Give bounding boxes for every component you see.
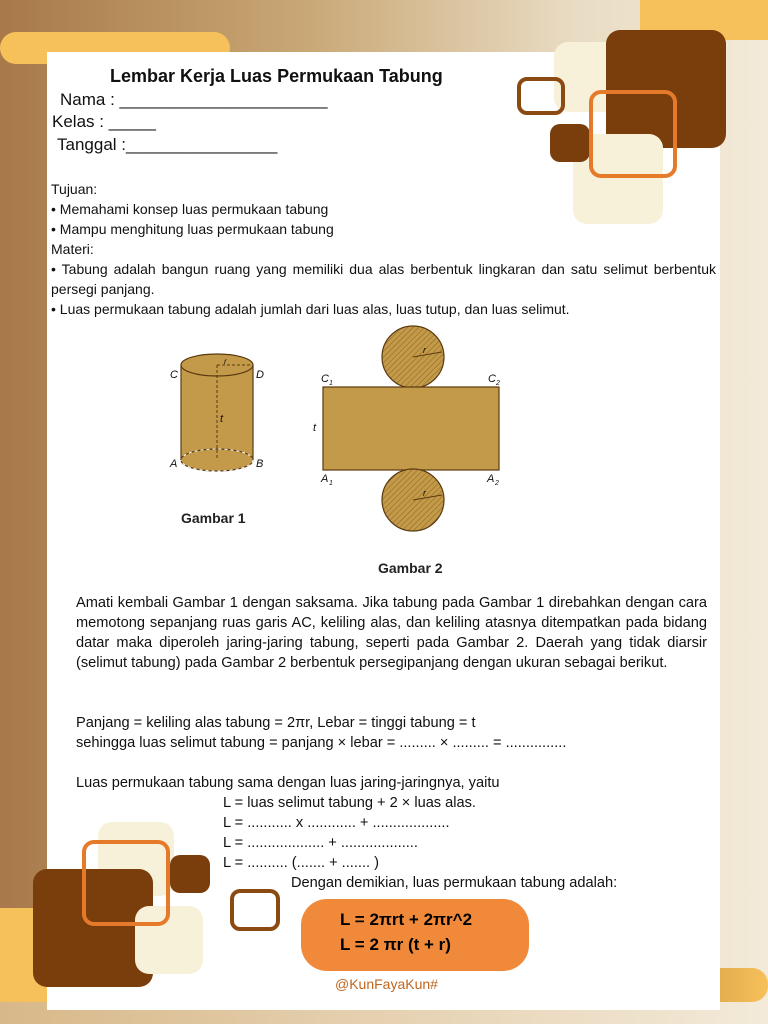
tujuan-item: • Memahami konsep luas permukaan tabung [51,201,329,217]
subscript: 1 [329,380,333,387]
materi-heading: Materi: [51,241,94,257]
formula-step: L = ................... + ................... [223,835,418,851]
tujuan-item: • Mampu menghitung luas permukaan tabung [51,221,334,237]
radius-label: r [423,488,426,498]
decor-square-brown-small [550,124,590,162]
decor-outline-orange-top [589,90,677,178]
materi-item: • Luas permukaan tabung adalah jumlah dari luas alas, luas tutup, dan luas selimut. [51,301,570,317]
formula-line: L = 2 πr (t + r) [340,935,451,954]
height-label: t [220,413,224,425]
figure2-caption: Gambar 2 [378,560,443,576]
explanation-line: sehingga luas selimut tabung = panjang × lebar = ......... × ......... = ............... [76,735,567,751]
subscript: 2 [495,480,499,487]
formula-step: L = ........... x ............ + ................... [223,815,450,831]
decor-square-brown-bottom-small [170,855,210,893]
tujuan-heading: Tujuan: [51,181,98,197]
subscript: 2 [496,380,500,387]
cylinder-figure [160,352,280,482]
radius-label: r [224,357,227,366]
point-label: A [170,458,178,470]
author-handle: @KunFayaKun# [335,976,438,992]
explanation-paragraph: Amati kembali Gambar 1 dengan saksama. Jika tabung pada Gambar 1 direbahkan dengan cara memotong sepanjang ruas garis AC, keliling alas, dan keliling atasnya ditempatkan pada bidang datar maka diperoleh jaring-jaring tabung, seperti pada Gambar 2. Daerah yang tidak diarsir (selimut tabung) pada Gambar 2 berbentuk persegipanjang dengan ukuran sebagai berikut. [76,595,707,671]
explanation-line: Panjang = keliling alas tabung = 2πr, Lebar = tinggi tabung = t [76,715,476,731]
point-label: D [256,369,264,381]
explanation-line: Luas permukaan tabung sama dengan luas jaring-jaringnya, yaitu [76,775,500,791]
subscript: 1 [329,480,333,487]
point-label: C [321,373,329,385]
tanggal-field: Tanggal :________________ [57,135,278,154]
cylinder-net-figure [305,322,515,554]
conclusion-text: Dengan demikian, luas permukaan tabung adalah: [291,875,618,891]
point-label: C [488,373,496,385]
kelas-field: Kelas : _____ [52,112,156,131]
net-rectangle [323,387,499,470]
nama-field: Nama : ______________________ [60,90,328,109]
materi-item: • Tabung adalah bangun ruang yang memiliki dua alas berbentuk lingkaran dan satu selimut berbentuk persegi panjang. [51,261,716,297]
radius-label: r [423,345,426,355]
decor-outline-brown-top [517,77,565,115]
point-label: A [321,473,329,485]
formula-step: L = luas selimut tabung + 2 × luas alas. [223,795,476,811]
decor-outline-orange-bottom [82,840,170,926]
height-label: t [313,422,317,434]
formula-step: L = .......... (....... + ....... ) [223,855,379,871]
point-label: A [487,473,495,485]
point-label: C [170,369,178,381]
decor-outline-brown-bottom [230,889,280,931]
point-label: B [256,458,264,470]
worksheet-title: Lembar Kerja Luas Permukaan Tabung [110,66,443,86]
figure1-caption: Gambar 1 [181,510,246,526]
formula-line: L = 2πrt + 2πr^2 [340,910,473,929]
